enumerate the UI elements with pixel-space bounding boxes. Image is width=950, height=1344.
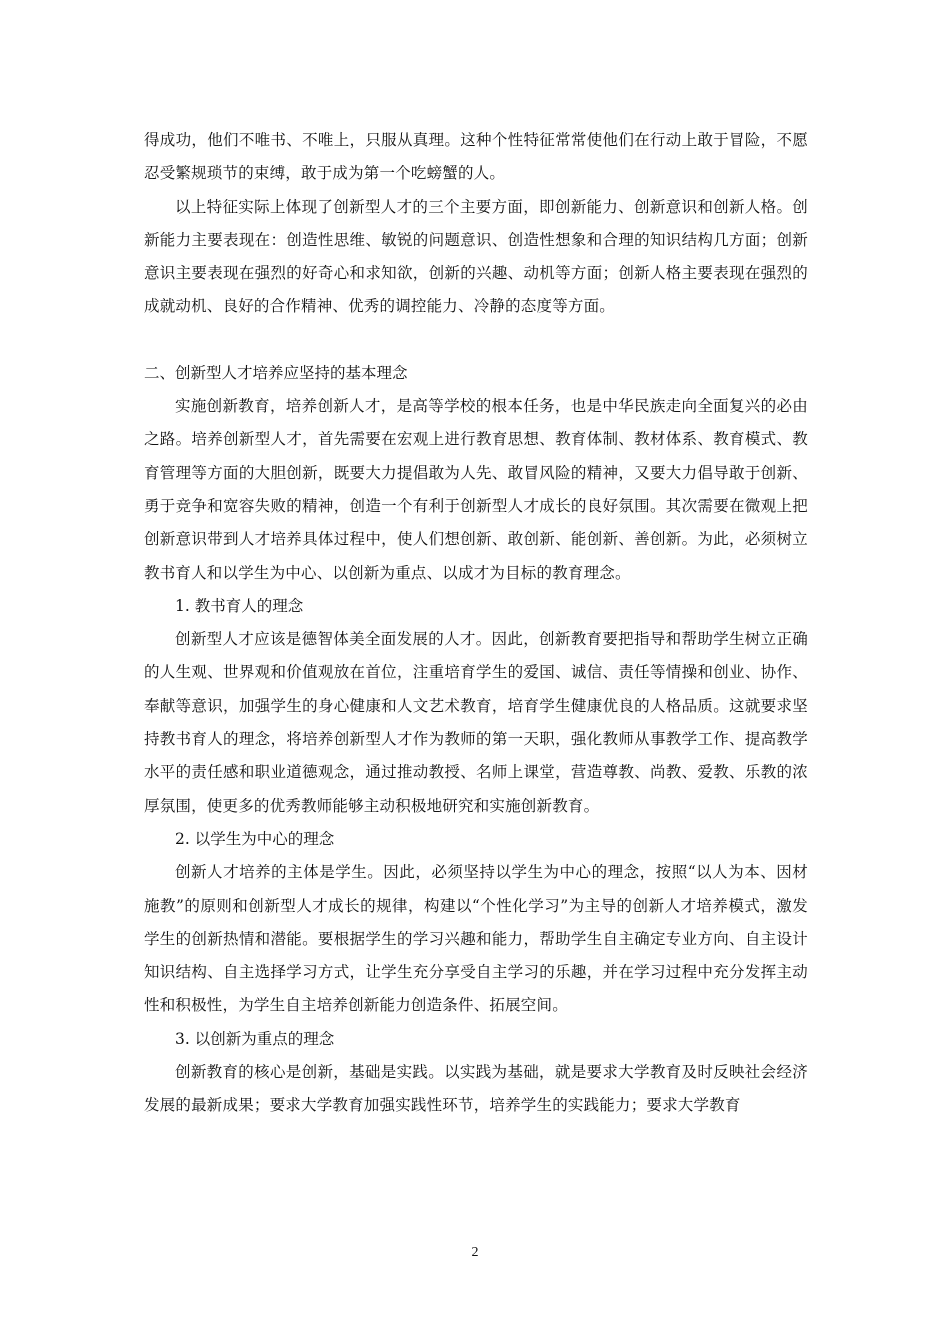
paragraph-continuation: 得成功，他们不唯书、不唯上，只服从真理。这种个性特征常常使他们在行动上敢于冒险，不愿忍受繁规琐节的束缚，敢于成为第一个吃螃蟹的人。 [144,131,808,183]
paragraph-student-centered: 创新人才培养的主体是学生。因此，必须坚持以学生为中心的理念，按照“以人为本、因材施教”的原则和创新型人才成长的规律，构建以“个性化学习”为主导的创新人才培养模式，激发学生的创新热情和潜能。要根据学生的学习兴趣和能力，帮助学生自主确定专业方向、自主设计知识结构、自主选择学习方式，让学生充分享受自主学习的乐趣，并在学习过程中充分发挥主动性和积极性，为学生自主培养创新能力创造条件、拓展空间。 [144,863,808,1015]
subheading-student-centered: 2. 以学生为中心的理念 [175,829,335,848]
section-heading-basic-concepts: 二、创新型人才培养应坚持的基本理念 [144,363,408,382]
subheading-teaching-educating: 1. 教书育人的理念 [175,596,304,615]
page-body [144,124,808,1123]
page-number: 2 [471,1245,479,1260]
paragraph-implement-innovation-education: 实施创新教育，培养创新人才，是高等学校的根本任务，也是中华民族走向全面复兴的必由之路。培养创新型人才，首先需要在宏观上进行教育思想、教育体制、教材体系、教育模式、教育管理等方面的大胆创新，既要大力提倡敢为人先、敢冒风险的精神，又要大力倡导敢于创新、勇于竞争和宽容失败的精神，创造一个有利于创新型人才成长的良好氛围。其次需要在微观上把创新意识带到人才培养具体过程中，使人们想创新、敢创新、能创新、善创新。为此，必须树立教书育人和以学生为中心、以创新为重点、以成才为目标的教育理念。 [144,397,808,582]
subheading-innovation-focus: 3. 以创新为重点的理念 [175,1029,335,1048]
paragraph-innovation-focus: 创新教育的核心是创新，基础是实践。以实践为基础，就是要求大学教育及时反映社会经济发展的最新成果；要求大学教育加强实践性环节，培养学生的实践能力；要求大学教育 [144,1063,808,1115]
paragraph-innovation-traits: 以上特征实际上体现了创新型人才的三个主要方面，即创新能力、创新意识和创新人格。创新能力主要表现在：创造性思维、敏锐的问题意识、创造性想象和合理的知识结构几方面；创新意识主要表现在强烈的好奇心和求知欲，创新的兴趣、动机等方面；创新人格主要表现在强烈的成就动机、良好的合作精神、优秀的调控能力、冷静的态度等方面。 [144,197,808,316]
paragraph-teaching-educating: 创新型人才应该是德智体美全面发展的人才。因此，创新教育要把指导和帮助学生树立正确的人生观、世界观和价值观放在首位，注重培育学生的爱国、诚信、责任等情操和创业、协作、奉献等意识，加强学生的身心健康和人文艺术教育，培育学生健康优良的人格品质。这就要求坚持教书育人的理念，将培养创新型人才作为教师的第一天职，强化教师从事教学工作、提高教学水平的责任感和职业道德观念，通过推动教授、名师上课堂，营造尊教、尚教、爱教、乐教的浓厚氛围，使更多的优秀教师能够主动积极地研究和实施创新教育。 [144,630,808,815]
